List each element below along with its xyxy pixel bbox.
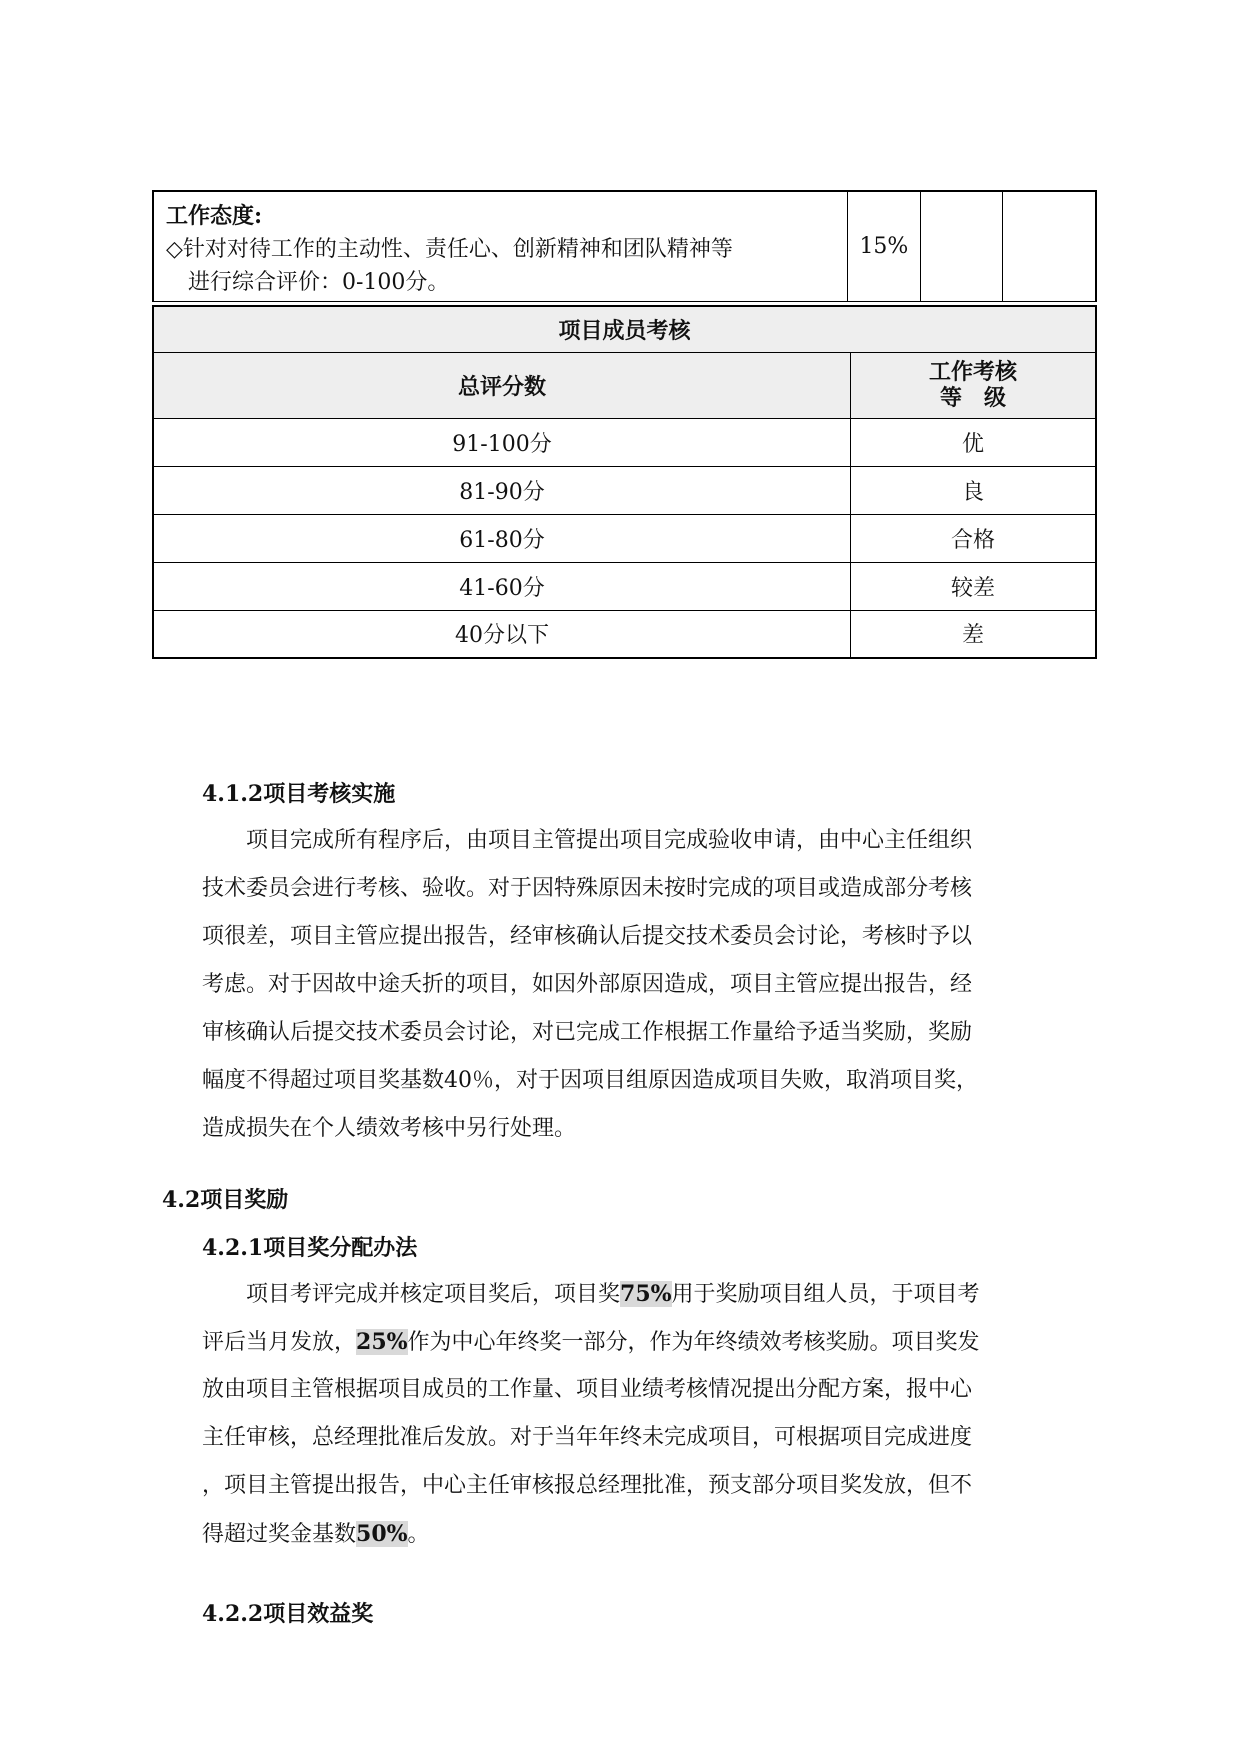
paragraph-line: 得超过奖金基数50%。 [202, 1521, 430, 1547]
empty-cell [1003, 191, 1096, 301]
empty-cell [920, 191, 1003, 301]
section-heading-4-2: 4.2项目奖励 [162, 1187, 289, 1213]
member-table-title: 项目成员考核 [153, 306, 1096, 352]
paragraph-line: 项目完成所有程序后，由项目主管提出项目完成验收申请，由中心主任组织 [202, 828, 973, 853]
score-cell: 40分以下 [153, 610, 851, 658]
table-row [153, 562, 1096, 610]
section-heading-4-1-2: 4.1.2项目考核实施 [202, 781, 396, 807]
section-4-2-1-paragraph [202, 1270, 1082, 1558]
attitude-description [153, 191, 847, 301]
paragraph-line: 造成损失在个人绩效考核中另行处理。 [202, 1116, 577, 1141]
paragraph-line: 审核确认后提交技术委员会讨论，对已完成工作根据工作量给予适当奖励，奖励 [202, 1020, 973, 1045]
score-cell: 91-100分 [153, 418, 851, 466]
diamond-bullet-icon: ◇ [166, 236, 183, 262]
col-header-score: 总评分数 [153, 352, 851, 418]
attitude-weight: 15% [847, 191, 920, 301]
paragraph-line: 考虑。对于因故中途夭折的项目，如因外部原因造成，项目主管应提出报告，经 [202, 972, 973, 997]
table-row [153, 418, 1096, 466]
paragraph-line: 项很差，项目主管应提出报告，经审核确认后提交技术委员会讨论，考核时予以 [202, 924, 973, 949]
attitude-line-1: ◇针对对待工作的主动性、责任心、创新精神和团队精神等 [166, 236, 733, 262]
section-heading-4-2-1: 4.2.1项目奖分配办法 [202, 1235, 418, 1261]
grade-cell: 较差 [851, 562, 1097, 610]
member-assessment-table [152, 305, 1097, 659]
score-cell: 41-60分 [153, 562, 851, 610]
section-4-1-2-paragraph [202, 817, 1082, 1153]
attitude-title: 工作态度: [166, 202, 263, 229]
paragraph-line: 放由项目主管根据项目成员的工作量、项目业绩考核情况提出分配方案，报中心 [202, 1377, 973, 1402]
paragraph-line: 技术委员会进行考核、验收。对于因特殊原因未按时完成的项目或造成部分考核 [202, 876, 973, 901]
paragraph-line: 评后当月发放，25%作为中心年终奖一部分，作为年终绩效考核奖励。项目奖发 [202, 1329, 980, 1355]
attitude-table [152, 190, 1097, 302]
attitude-line-2: 进行综合评价：0-100分。 [188, 269, 450, 295]
section-heading-4-2-2: 4.2.2项目效益奖 [202, 1601, 374, 1627]
paragraph-line: 幅度不得超过项目奖基数40％，对于因项目组原因造成项目失败，取消项目奖， [202, 1068, 978, 1093]
grade-cell: 差 [851, 610, 1097, 658]
highlight-percent: 75% [620, 1281, 672, 1307]
paragraph-line: 项目考评完成并核定项目奖后，项目奖75%用于奖励项目组人员，于项目考 [202, 1281, 980, 1307]
score-cell: 81-90分 [153, 466, 851, 514]
paragraph-line: ，项目主管提出报告，中心主任审核报总经理批准，预支部分项目奖发放，但不 [202, 1473, 973, 1498]
score-cell: 61-80分 [153, 514, 851, 562]
table-row [153, 514, 1096, 562]
grade-cell: 良 [851, 466, 1097, 514]
col-header-grade: 工作考核 等 级 [851, 352, 1097, 418]
highlight-percent: 25% [356, 1329, 408, 1355]
table-row [153, 610, 1096, 658]
grade-cell: 合格 [851, 514, 1097, 562]
highlight-percent: 50% [356, 1521, 408, 1547]
table-row [153, 466, 1096, 514]
paragraph-line: 主任审核，总经理批准后发放。对于当年年终未完成项目，可根据项目完成进度 [202, 1425, 973, 1450]
grade-cell: 优 [851, 418, 1097, 466]
